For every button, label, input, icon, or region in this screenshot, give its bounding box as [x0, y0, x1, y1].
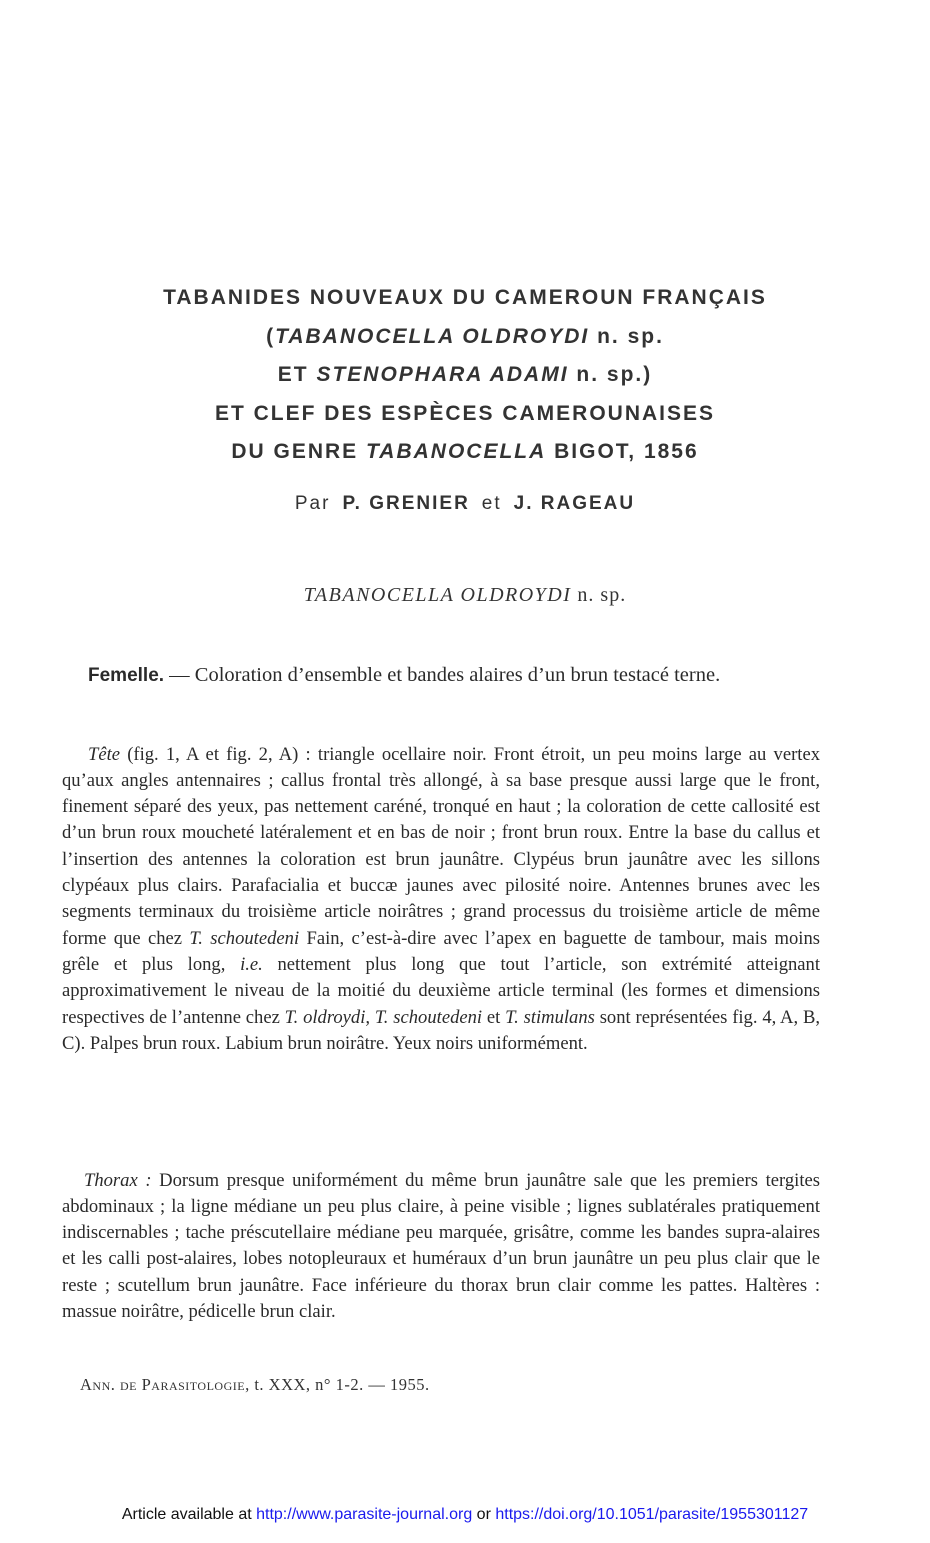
title-line-5 — [60, 433, 870, 472]
tete-ie: i.e. — [240, 953, 263, 975]
authors-line — [60, 493, 870, 515]
availability-footer — [0, 1506, 930, 1524]
tete-text-5: sont représentées fig. 4, A, B, C). Palpes brun roux. Labium brun noirâtre. Yeux noirs uniformément. — [62, 1006, 820, 1054]
paragraph-femelle — [62, 661, 820, 690]
tete-text-3: nettement plus long que tout l’article, son extrémité atteignant approximativement le niveau de la moitié du deuxième article terminal (les formes et dimensions respectives de l’antenne chez — [62, 953, 821, 1028]
authors-par: Par — [294, 493, 331, 514]
thorax-text: Dorsum presque uniformément du même brun jaunâtre sale que les premiers tergites abdominaux ; la ligne médiane un peu plus claire, à peine visible ; lignes sublatérales pratiquement indiscernables ; tache préscutellaire médiane peu marquée, grisâtre, comme les bandes supra-alaires et les calli post-alaires, lobes notopleuraux et huméraux d’un brun jaunâtre un peu plus clair que le reste ; scutellum brun jaunâtre. Face inférieure du thorax brun clair comme les pattes. Haltères : massue noirâtre, pédicelle brun clair. — [62, 1169, 821, 1323]
author-2: J. RAGEAU — [513, 493, 636, 514]
title-line-4: ET CLEF DES ESPÈCES CAMEROUNAISES — [214, 401, 716, 425]
journal-name: Ann. de Parasitologie, — [80, 1375, 250, 1394]
paragraph-thorax — [62, 1168, 820, 1326]
title-line-1: TABANIDES NOUVEAUX DU CAMEROUN FRANÇAIS — [163, 286, 767, 309]
paragraph-tete — [62, 742, 820, 1058]
tete-lead: Tête — [88, 743, 121, 765]
title-line-5-rest: BIGOT, 1856 — [546, 440, 699, 463]
femelle-lead: Femelle. — [88, 664, 165, 686]
footer-prefix: Article available at — [121, 1506, 257, 1523]
tete-text-2: Fain, c’est-à-dire avec l’apex en baguette de tambour, mais moins grêle et plus long, — [62, 927, 820, 975]
article-title — [60, 279, 870, 472]
species-heading-name: TABANOCELLA OLDROYDI — [303, 584, 572, 606]
title-line-5-prefix: DU GENRE — [231, 440, 367, 463]
title-line-3-prefix: ET — [277, 363, 317, 386]
femelle-text: — Coloration d’ensemble et bandes alaires d’un brun testacé terne. — [164, 663, 721, 686]
tete-species-ref-2: T. oldroydi, T. schoutedeni — [284, 1006, 483, 1028]
thorax-lead: Thorax : — [84, 1169, 152, 1191]
tete-text-1: (fig. 1, A et fig. 2, A) : triangle ocellaire noir. Front étroit, un peu moins large au vertex qu’aux angles antennaires ; callus frontal très allongé, à sa base presque aussi large que le front, finement séparé des yeux, pas nettement caréné, tronqué en haut ; la coloration de cette callosité est d’un brun roux moucheté latéralement et en bas de noir ; front brun roux. Entre la base du callus et l’insertion des antennes la coloration est brun jaunâtre. Clypéus brun jaunâtre avec les sillons clypéaux plus clairs. Parafacialia et buccæ jaunes avec pilosité noire. Antennes brunes avec les segments terminaux du troisième article noirâtres ; grand processus du troisième article de même forme que chez — [62, 743, 820, 949]
footer-or: or — [472, 1506, 496, 1523]
tete-text-4: et — [482, 1006, 506, 1028]
title-line-2-rest: n. sp. — [589, 324, 664, 348]
title-genus: TABANOCELLA — [366, 440, 547, 463]
title-line-3-rest: n. sp.) — [568, 363, 653, 386]
authors-et: et — [481, 493, 502, 514]
journal-site-link[interactable]: http://www.parasite-journal.org — [256, 1506, 473, 1523]
title-line-2 — [60, 318, 870, 357]
author-1: P. GRENIER — [342, 493, 470, 514]
journal-reference — [80, 1375, 430, 1395]
tete-species-ref-1: T. schoutedeni — [189, 927, 300, 949]
title-species-2: STENOPHARA ADAMI — [316, 363, 569, 386]
title-species-1: TABANOCELLA OLDROYDI — [275, 324, 590, 348]
title-paren-open: ( — [266, 324, 276, 348]
species-heading — [60, 584, 870, 607]
journal-volume: t. XXX, n° 1-2. — 1955. — [249, 1375, 430, 1394]
doi-link[interactable]: https://doi.org/10.1051/parasite/1955301127 — [495, 1506, 809, 1523]
title-line-3 — [60, 356, 870, 395]
species-heading-suffix: n. sp. — [571, 584, 627, 606]
tete-species-ref-3: T. stimulans — [505, 1006, 595, 1028]
